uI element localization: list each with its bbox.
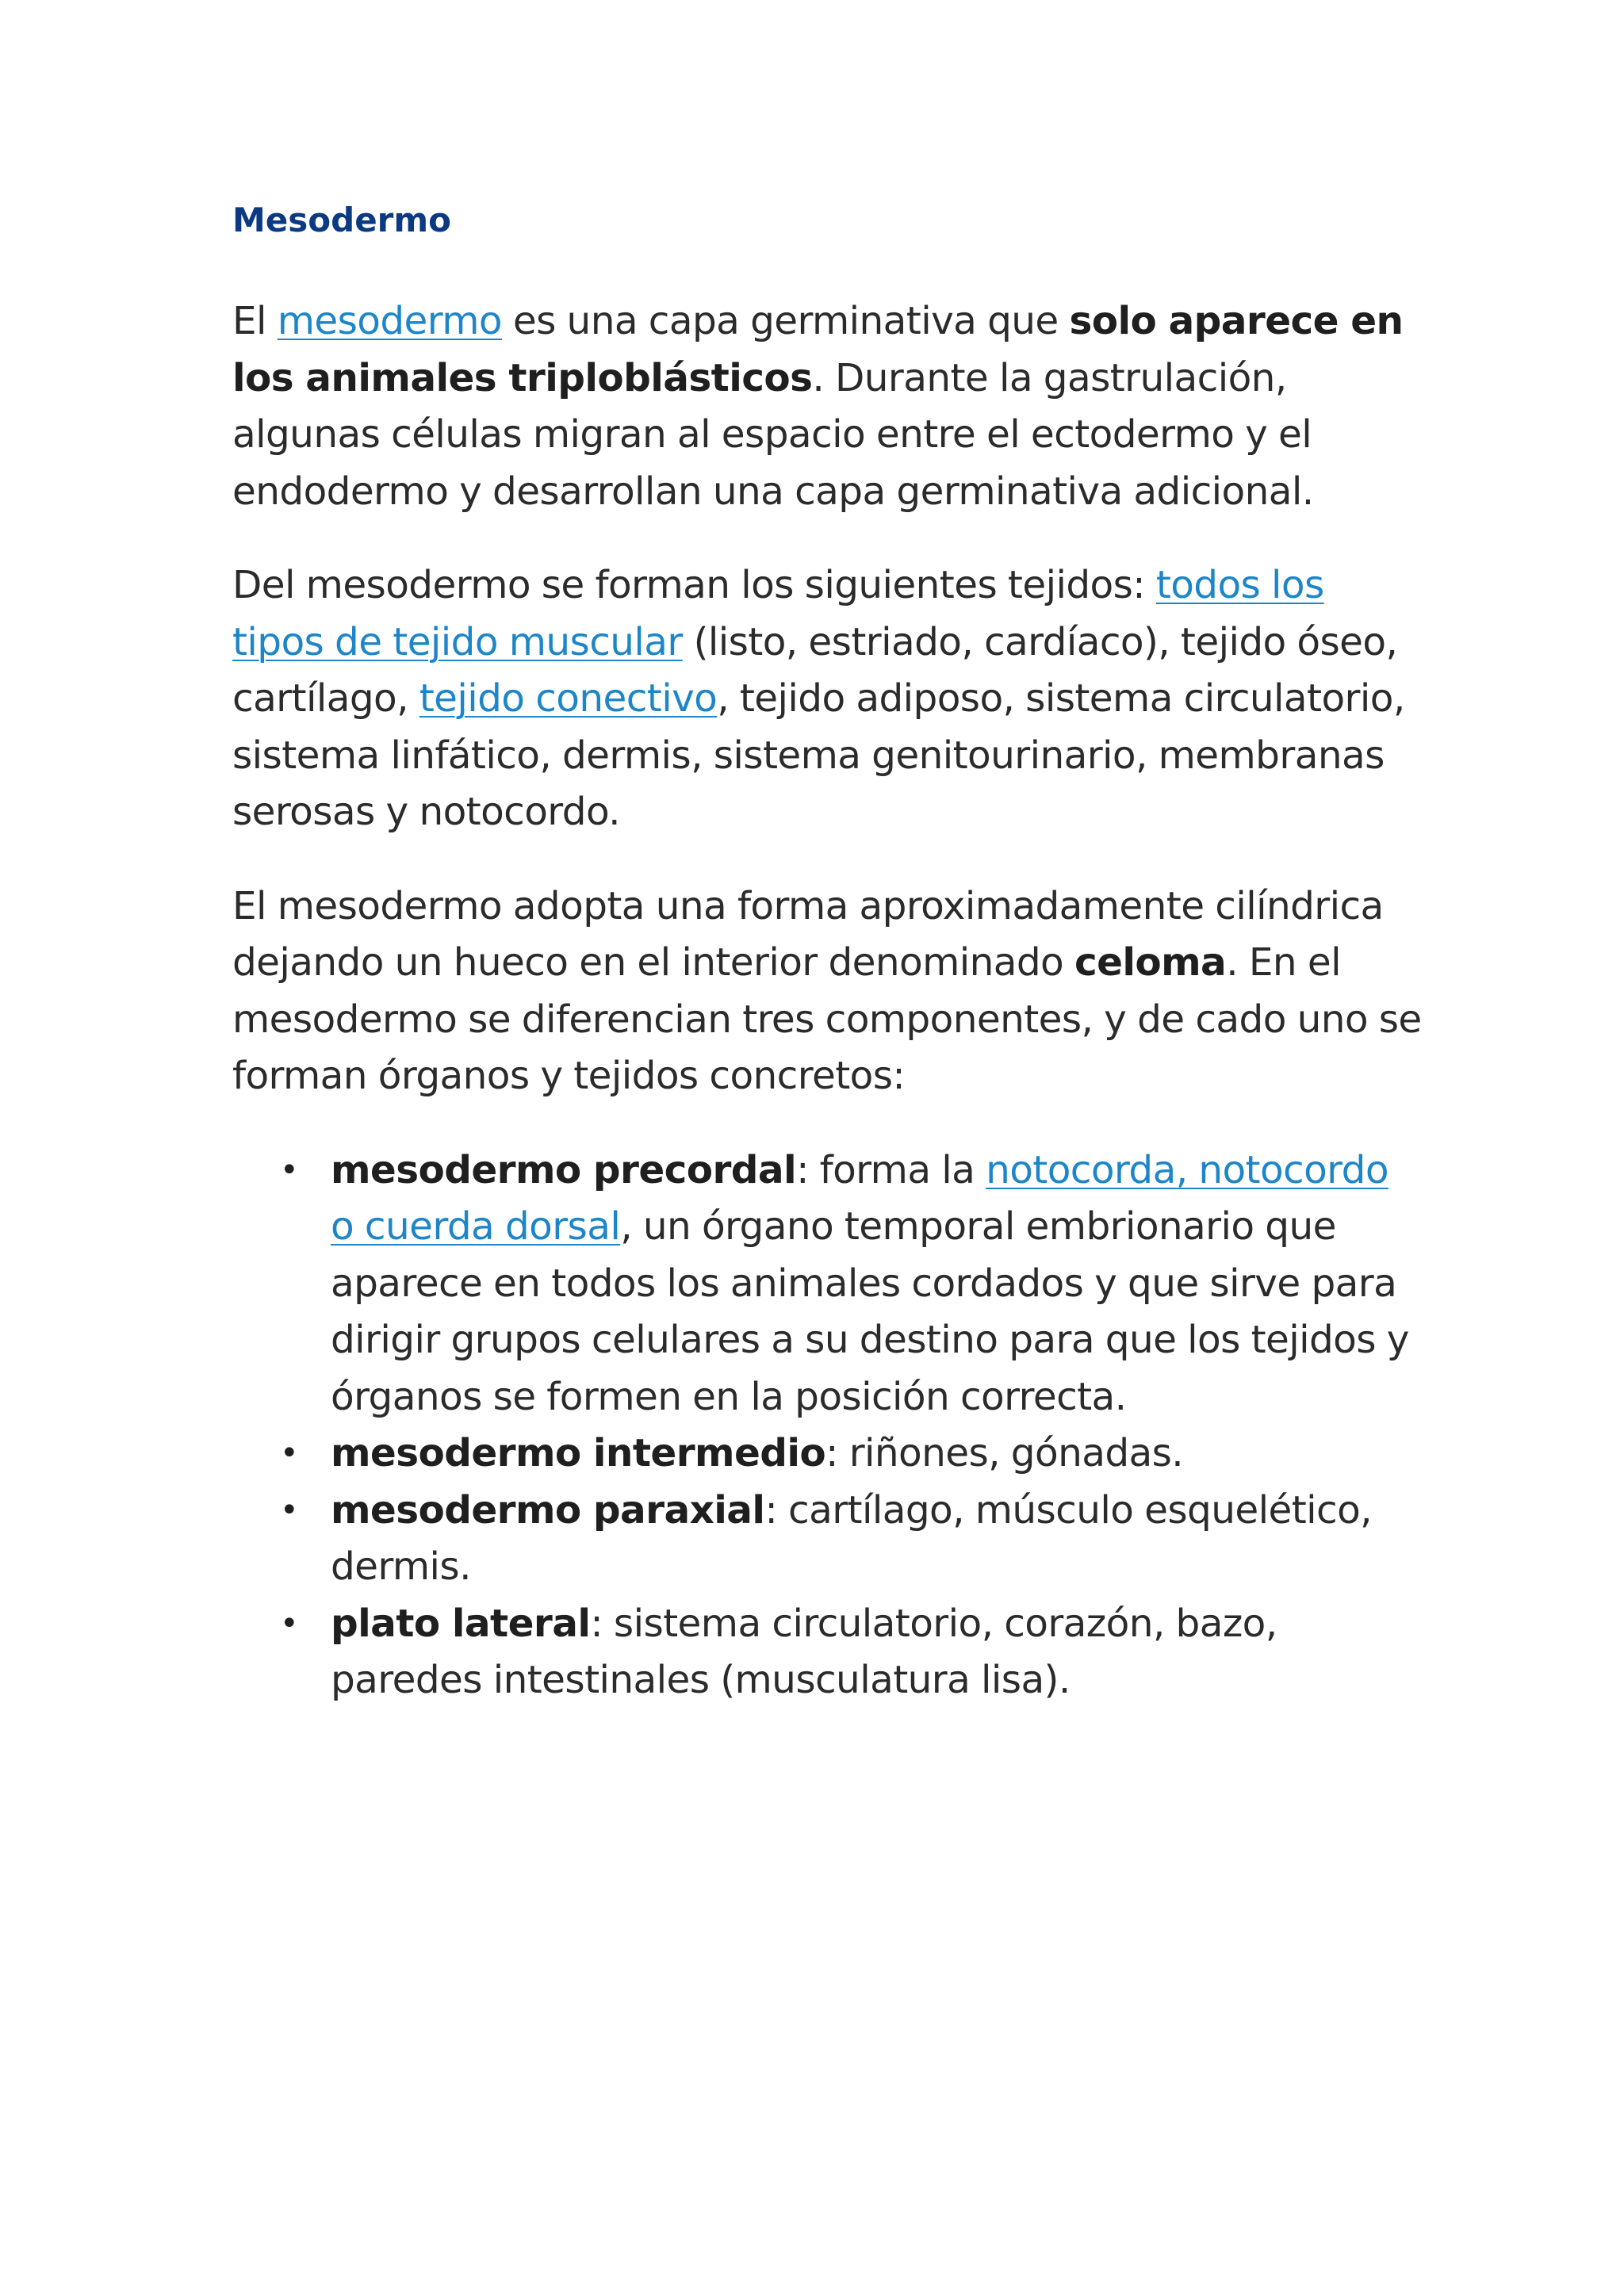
bold-triploblasticos: solo aparece en los animales triploblásticos — [232, 299, 1404, 400]
list-item-intermedio: • mesodermo intermedio: riñones, gónadas. — [331, 1425, 1422, 1483]
link-mesodermo[interactable]: mesodermo — [277, 299, 503, 343]
list-item-precordal: • mesodermo precordal: forma la notocorda, notocordo o cuerda dorsal, un órgano temporal embrionario que aparece en todos los animales cordados y que sirve para dirigir grupos celulares a su destino para que los tejidos y órganos se formen en la posición correcta. — [331, 1142, 1422, 1426]
list-item-paraxial: • mesodermo paraxial: cartílago, músculo esquelético, dermis. — [331, 1483, 1422, 1596]
bullet-icon: • — [280, 1491, 298, 1529]
list-item-plato-lateral: • plato lateral: sistema circulatorio, corazón, bazo, paredes intestinales (musculatura lisa). — [331, 1596, 1422, 1709]
link-tejido-muscular[interactable]: todos los tipos de tejido muscular — [232, 563, 1324, 664]
bullet-icon: • — [280, 1435, 298, 1471]
paragraph-tissues: Del mesodermo se forman los siguientes tejidos: todos los tipos de tejido muscular (listo, estriado, cardíaco), tejido óseo, cartílago, tejido conectivo, tejido adiposo, sistema circulatorio, sistema linfático, dermis, sistema genitourinario, membranas serosas y notocordo. — [232, 563, 1405, 834]
bullet-icon: • — [280, 1605, 298, 1642]
bold-celoma: celoma — [1074, 940, 1227, 985]
paragraph-intro: El mesodermo es una capa germinativa que solo aparece en los animales triploblásticos. Durante la gastrulación, algunas células migran al espacio entre el ectodermo y el endodermo y desarrollan una capa germinativa adicional. — [232, 299, 1404, 514]
components-list — [232, 1142, 1422, 1709]
bullet-icon: • — [280, 1151, 298, 1188]
document-page — [232, 190, 1422, 1709]
link-tejido-conectivo[interactable]: tejido conectivo — [419, 676, 718, 721]
section-heading: Mesodermo — [232, 201, 452, 239]
paragraph-celoma: El mesodermo adopta una forma aproximadamente cilíndrica dejando un hueco en el interior denominado celoma. En el mesodermo se diferencian tres componentes, y de cado uno se forman órganos y tejidos concretos: — [232, 883, 1422, 1098]
link-notocorda[interactable]: notocorda, notocordo o cuerda dorsal — [331, 1147, 1388, 1249]
